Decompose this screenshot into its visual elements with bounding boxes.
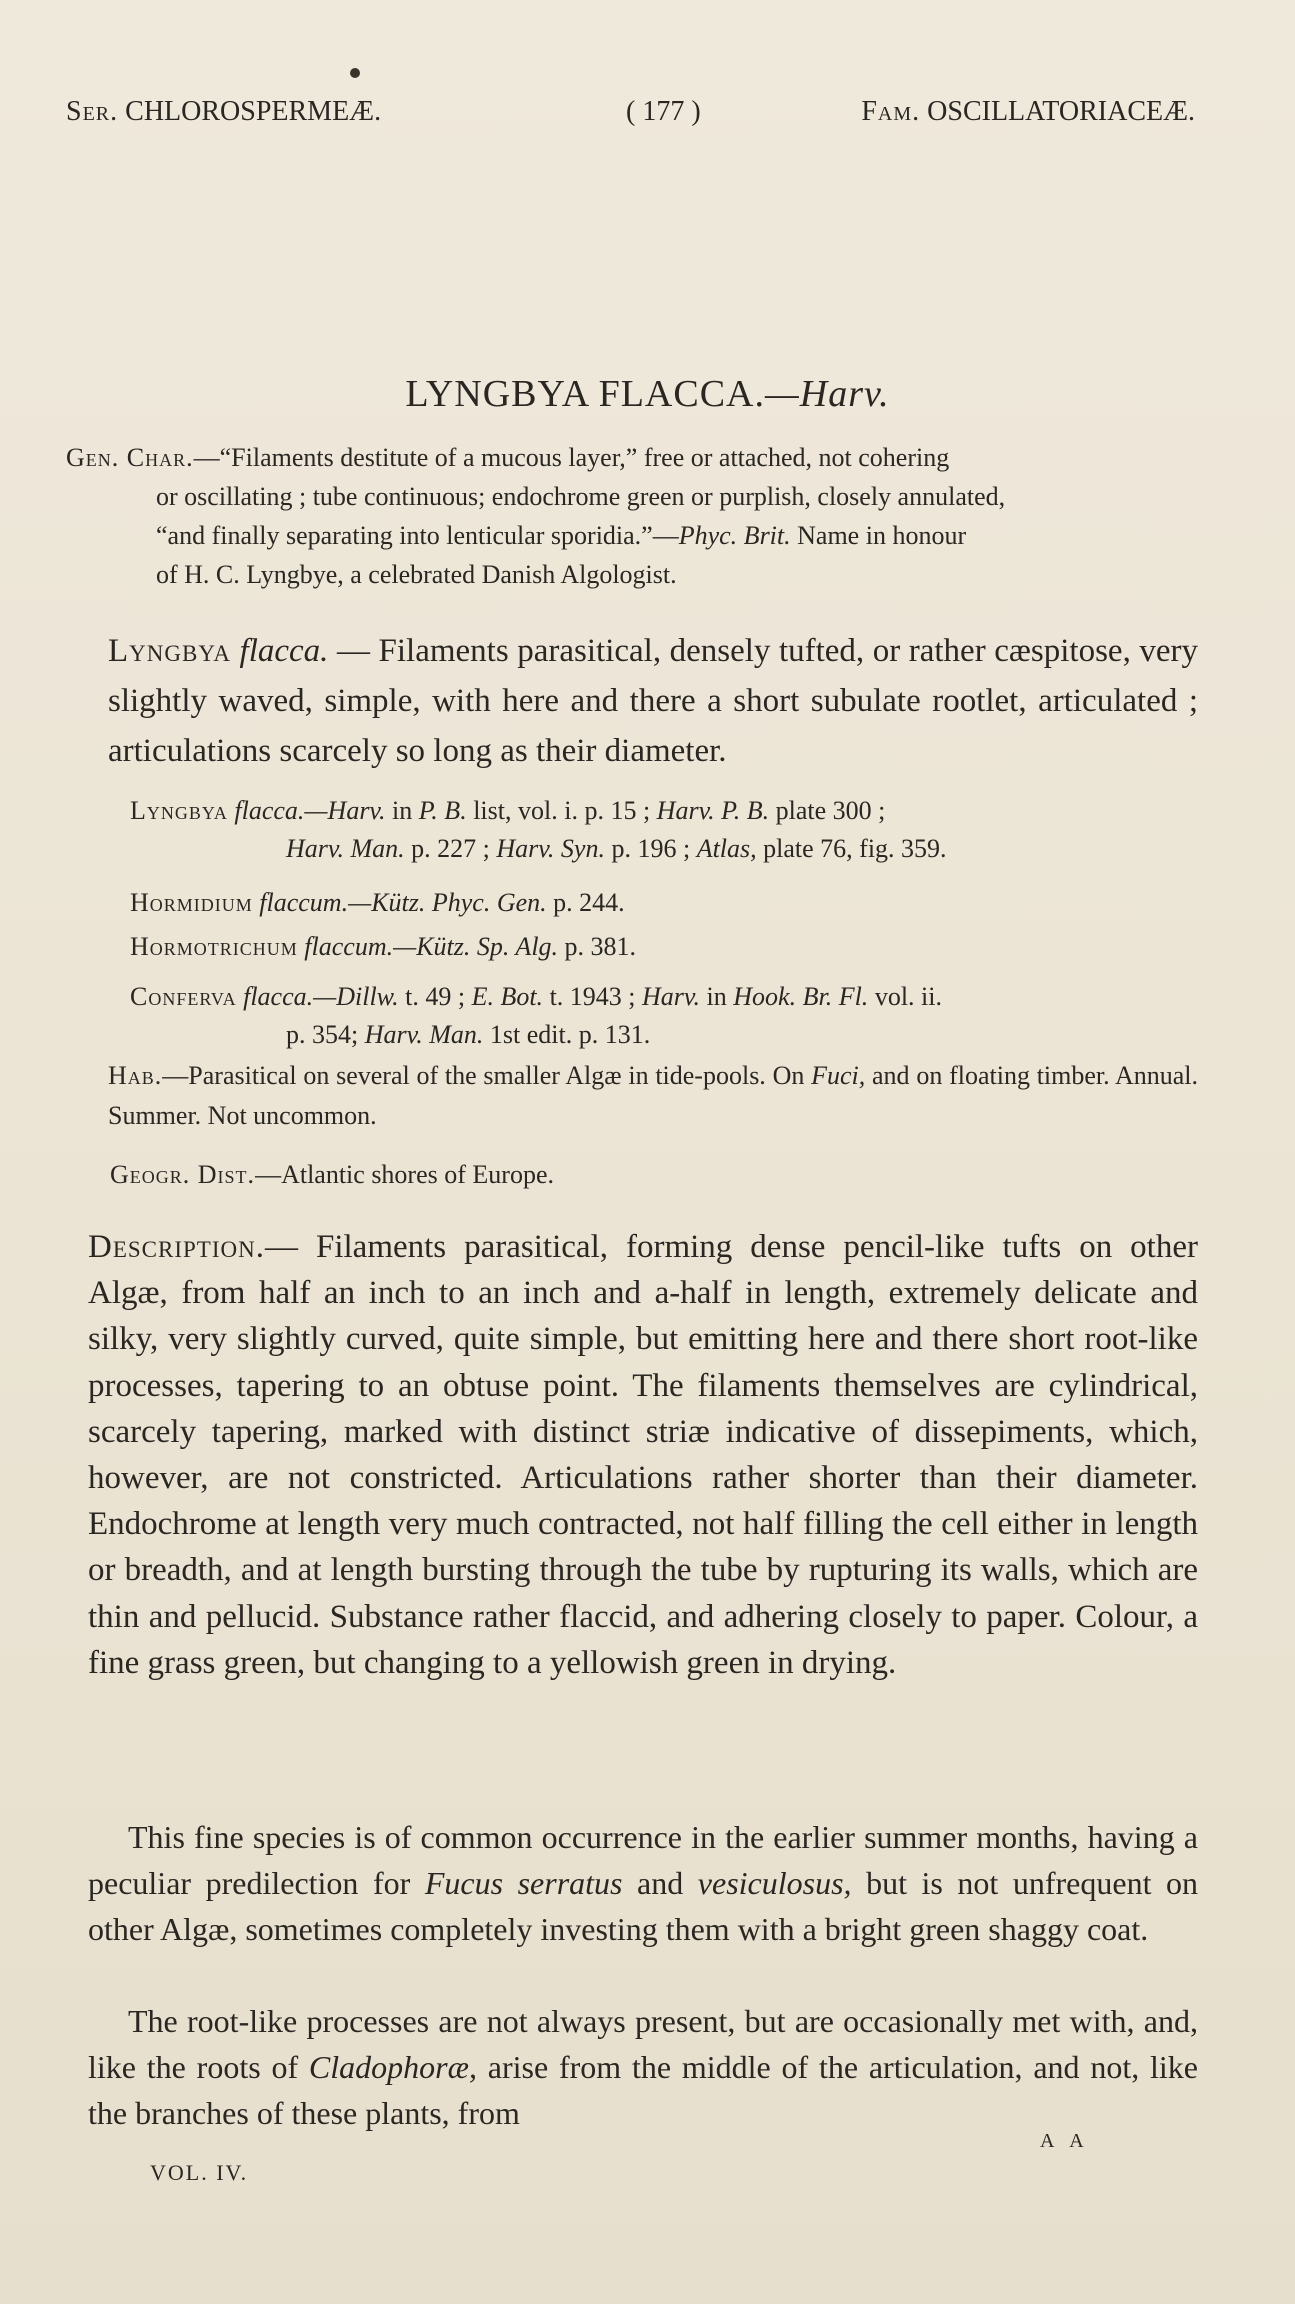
habitat: Hab.—Parasitical on several of the smaller Algæ in tide-pools. On Fuci, and on floating timber. Annual. Summer. Not uncommon. bbox=[108, 1061, 1198, 1130]
volume-label: VOL. IV. bbox=[150, 2160, 249, 2185]
generic-character: Gen. Char.—“Filaments destitute of a mucous layer,” free or attached, not cohering or oscillating ; tube continuous; endochrome green or purplish, closely annulated, “and finally separating into lenticular sporidia.”—Phyc. Brit. Name in honour of H. C. Lyngbye, a celebrated Danish Algologist. bbox=[66, 443, 1006, 589]
ink-dot bbox=[350, 68, 360, 78]
description: Description.— Filaments parasitical, forming dense pencil-like tufts on other Algæ, from half an inch to an inch and a-half in length, extremely delicate and silky, very slightly curved, quite simple, but emitting here and there short root-like processes, tapering to an obtuse point. The filaments themselves are cylindrical, scarcely tapering, marked with distinct striæ indicative of dissepiments, which, however, are not constricted. Articulations rather shorter than their diameter. Endochrome at length very much contracted, not half filling the cell either in length or breadth, and at length bursting through the tube by rupturing its walls, which are thin and pellucid. Substance rather flaccid, and adhering closely to paper. Colour, a fine grass green, but changing to a yellowish green in drying. bbox=[88, 1229, 1198, 1681]
running-header bbox=[66, 96, 1195, 140]
geographic-distribution: Geogr. Dist.—Atlantic shores of Europe. bbox=[110, 1160, 554, 1189]
page-number: ( 177 ) bbox=[626, 96, 701, 127]
header-series: Ser. CHLOROSPERMEÆ. bbox=[66, 96, 382, 127]
paragraph-root-processes: The root-like processes are not always present, but are occasionally met with, and, like the roots of Cladophoræ, arise from the middle of the articulation, and not, like the branches of these plants, from bbox=[88, 2003, 1199, 2131]
synonym-hormidium: Hormidium flaccum.—Kütz. Phyc. Gen. p. 244. bbox=[130, 888, 625, 917]
paragraph-occurrence: This fine species is of common occurrence in the earlier summer months, having a peculiar predilection for Fucus serratus and vesiculosus, but is not unfrequent on other Algæ, sometimes completely investing them with a bright green shaggy coat. bbox=[88, 1819, 1198, 1947]
signature-mark: A A bbox=[1040, 2130, 1090, 2152]
page-title: LYNGBYA FLACCA.—Harv. bbox=[405, 373, 890, 415]
species-diagnosis: Lyngbya flacca. — Filaments parasitical, densely tufted, or rather cæspitose, very slightly waved, simple, with here and there a short subulate rootlet, articulated ; articulations scarcely so long as their diameter. bbox=[108, 633, 1198, 769]
synonym-hormotrichum: Hormotrichum flaccum.—Kütz. Sp. Alg. p. 381. bbox=[130, 932, 637, 961]
synonym-lyngbya: Lyngbya flacca.—Harv. in P. B. list, vol. i. p. 15 ; Harv. P. B. plate 300 ; Harv. Man. p. 227 ; Harv. Syn. p. 196 ; Atlas, plate 76, fig. 359. bbox=[130, 796, 947, 863]
header-family: Fam. OSCILLATORIACEÆ. bbox=[861, 96, 1195, 127]
synonym-conferva: Conferva flacca.—Dillw. t. 49 ; E. Bot. t. 1943 ; Harv. in Hook. Br. Fl. vol. ii. p. 354; Harv. Man. 1st edit. p. 131. bbox=[130, 982, 942, 1049]
